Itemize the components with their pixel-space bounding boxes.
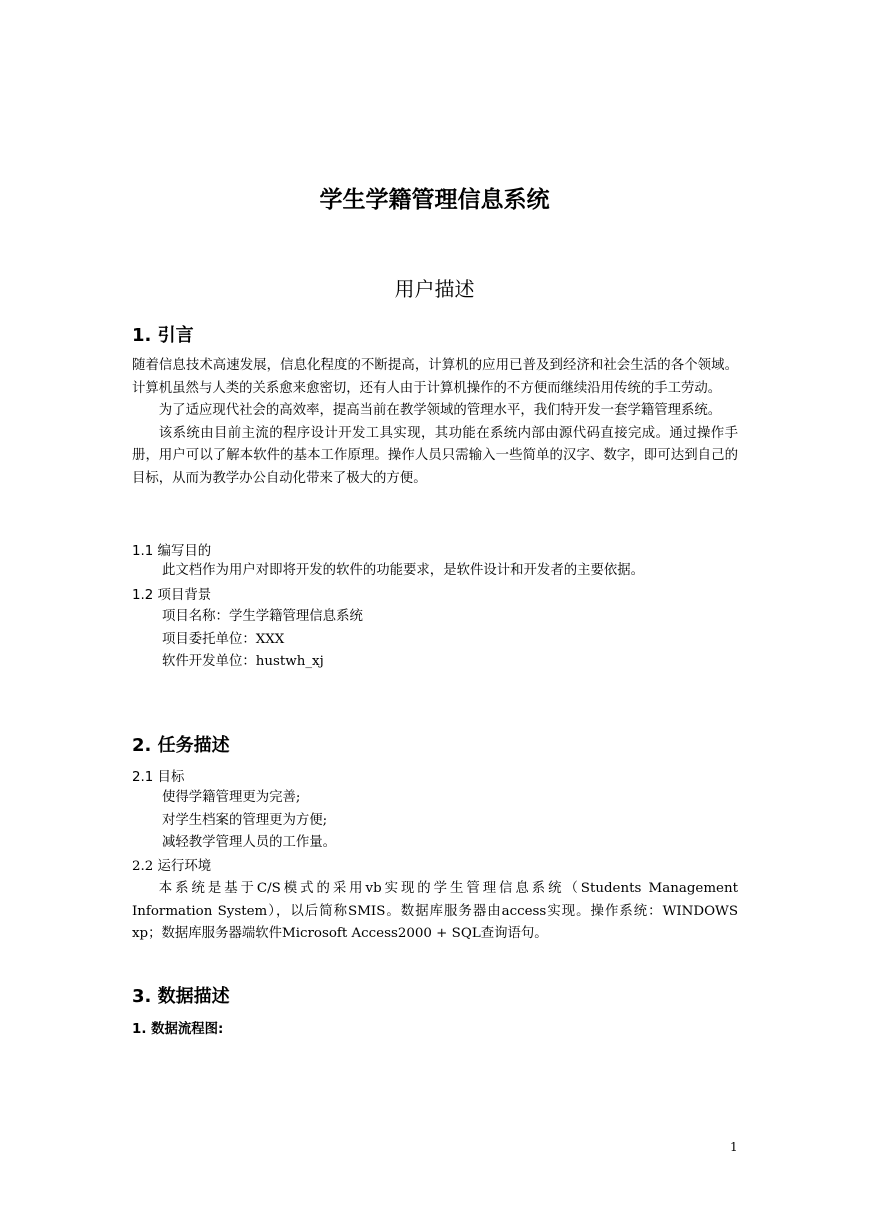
background-line: 项目委托单位：XXX [162, 632, 285, 647]
purpose-text: 此文档作为用户对即将开发的软件的功能要求，是软件设计和开发者的主要依据。 [162, 563, 645, 578]
introduction-body [132, 355, 738, 490]
goal-line: 使得学籍管理更为完善; [162, 790, 301, 805]
paragraph: 为了适应现代社会的高效率，提高当前在教学领域的管理水平，我们特开发一套学籍管理系统。 [158, 403, 722, 418]
environment-body [132, 878, 738, 946]
paragraph: 该系统由目前主流的程序设计开发工具实现，其功能在系统内部由源代码直接完成。通过操作手册，用户可以了解本软件的基本工作原理。操作人员只需输入一些简单的汉字、数字，即可达到自己的目标，从而为教学办公自动化带来了极大的方便。 [132, 425, 738, 486]
subsection-heading-dataflow: 1. 数据流程图: [132, 1022, 224, 1037]
background-line: 软件开发单位：hustwh_xj [162, 654, 324, 669]
subsection-heading-goals: 2.1 目标 [132, 770, 185, 785]
background-line: 项目名称：学生学籍管理信息系统 [162, 609, 363, 624]
subsection-heading-background: 1.2 项目背景 [132, 588, 212, 603]
section-heading-data: 3. 数据描述 [132, 986, 230, 1007]
section-heading-introduction: 1. 引言 [132, 325, 194, 346]
paragraph: 随着信息技术高速发展，信息化程度的不断提高，计算机的应用已普及到经济和社会生活的各个领域。计算机虽然与人类的关系愈来愈密切，还有人由于计算机操作的不方便而继续沿用传统的手工劳动。 [132, 358, 738, 396]
subsection-heading-purpose: 1.1 编写目的 [132, 544, 212, 559]
subsection-heading-environment: 2.2 运行环境 [132, 859, 212, 874]
goal-line: 对学生档案的管理更为方便; [162, 813, 328, 828]
document-title: 学生学籍管理信息系统 [319, 187, 550, 213]
paragraph: 本系统是基于C/S模式的采用vb实现的学生管理信息系统（Students Management Information System），以后简称SMIS。数据库服务器由access实现。操作系统：WINDOWS xp；数据库服务器端软件Microsoft Access2000 + SQL查询语句。 [132, 881, 738, 941]
page-number: 1 [730, 1140, 738, 1154]
document-subtitle: 用户描述 [394, 277, 475, 301]
section-heading-tasks: 2. 任务描述 [132, 735, 230, 756]
goal-line: 减轻教学管理人员的工作量。 [162, 835, 337, 850]
